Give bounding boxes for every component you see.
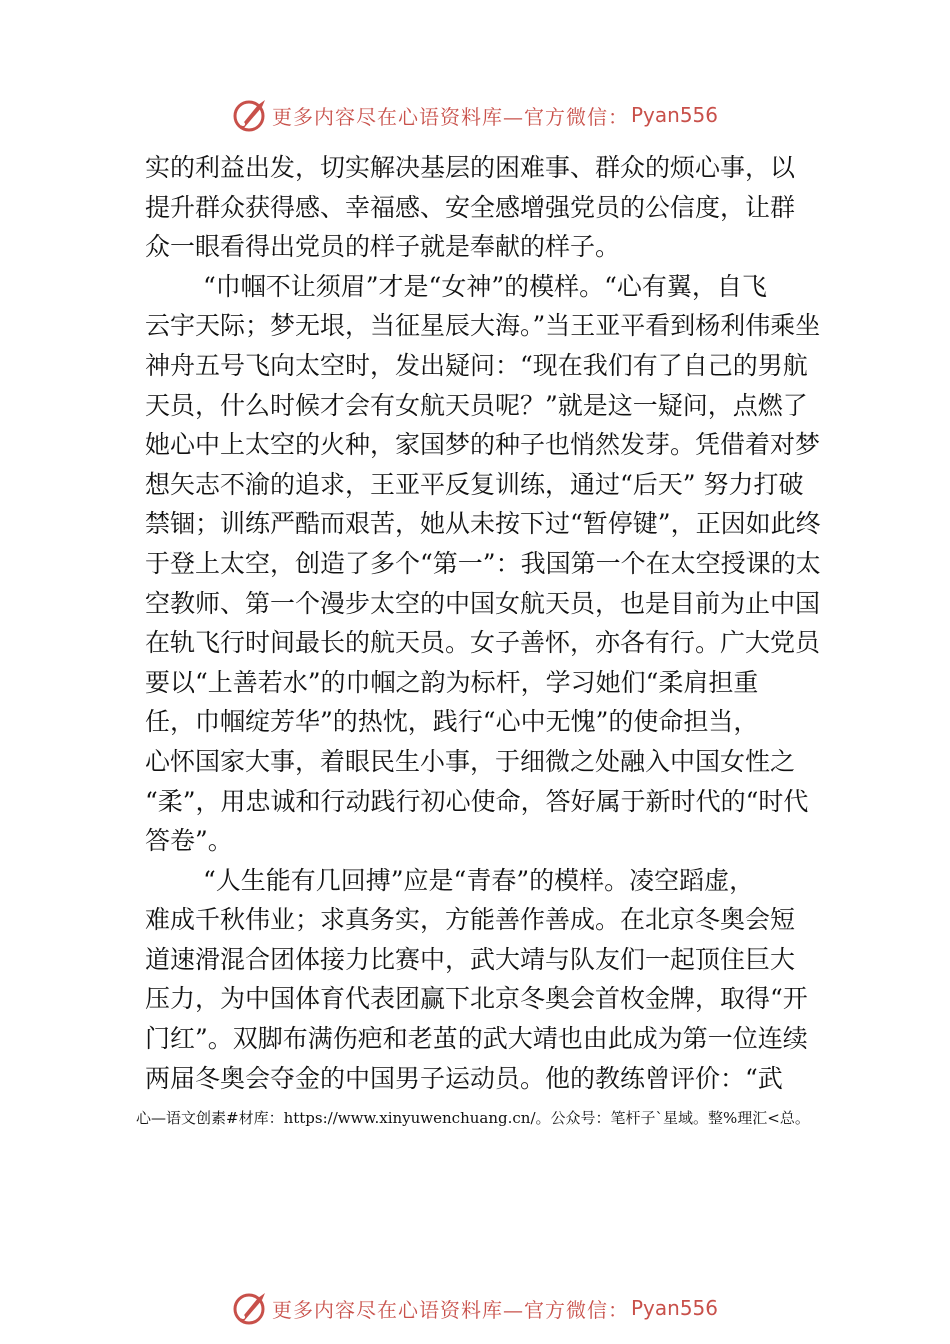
banner-text: 更多内容尽在心语资料库—官方微信： xyxy=(271,104,629,129)
quill-pen-logo-icon xyxy=(232,97,268,133)
banner-handle: Pyan556 xyxy=(630,1296,718,1320)
paragraph-3: “人生能有几回搏”应是“青春”的模样。凌空蹈虚， 难成千秋伟业；求真务实，方能善作善成。在北京冬奥会短 道速滑混合团体接力比赛中，武大靖与队友们一起顶住巨大 压力，为中国体育代表团赢下北京冬奥会首枚金牌，取得“开 门红”。双脚布满伤疤和老茧的武大靖也由此成为第一位连续 两届冬奥会夺金的中国男子运动员。他的教练曾评价：“武 xyxy=(145,865,808,1093)
document-body xyxy=(145,148,825,1098)
paragraph-1: 实的利益出发，切实解决基层的困难事、群众的烦心事，以 提升群众获得感、幸福感、安全感增强党员的公信度，让群 众一眼看得出党员的样子就是奉献的样子。 xyxy=(145,153,796,262)
paragraph-2: “巾帼不让须眉”才是“女神”的模样。“心有翼，自飞 云宇天际；梦无垠，当征星辰大海。”当王亚平看到杨利伟乘坐 神舟五号飞向太空时，发出疑问：“现在我们有了自己的男航 天员，什么时候才会有女航天员呢？”就是这一疑问，点燃了 她心中上太空的火种，家国梦的种子也悄然发芽。凭借着对梦 想矢志不渝的追求，王亚平反复训练，通过“后天” 努力打破 禁锢；训练严酷而艰苦，她从未按下过“暂停键”，正因如此终 于登上太空，创造了多个“第一”：我国第一个在太空授课的太 空教师、第一个漫步太空的中国女航天员，也是目前为止中国 在轨飞行时间最长的航天员。女子善怀，亦各有行。广大党员 要以“上善若水”的巾帼之韵为标杆，学习她们“柔肩担重 任，巾帼绽芳华”的热忱，践行“心中无愧”的使命担当， 心怀国家大事，着眼民生小事，于细微之处融入中国女性之 “柔”，用忠诚和行动践行初心使命，答好属于新时代的“时代 答卷”。 xyxy=(145,271,821,856)
source-note: 心—语文创素#材库：https://www.xinyuwenchuang.cn/。公众号：笔杆子`星域。整%理汇<总。 xyxy=(136,1109,810,1127)
quill-pen-logo-icon xyxy=(232,1290,268,1326)
banner-handle: Pyan556 xyxy=(630,103,718,127)
footer-banner xyxy=(0,1288,950,1328)
banner-text: 更多内容尽在心语资料库—官方微信： xyxy=(271,1297,629,1322)
header-banner xyxy=(0,95,950,135)
